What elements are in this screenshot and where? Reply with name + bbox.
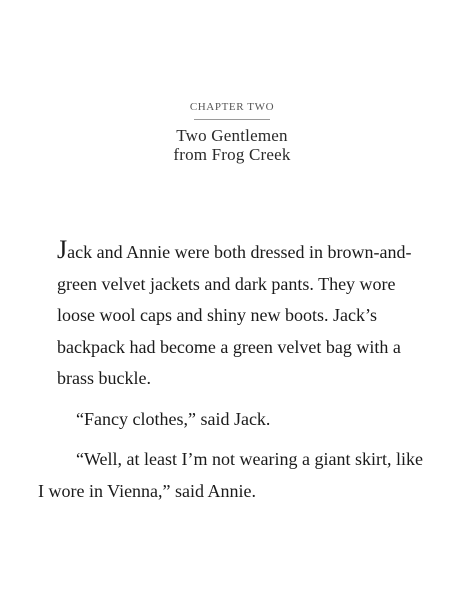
paragraph-1-line-3: loose wool caps and shiny new boots. Jack’s [57, 305, 377, 325]
paragraph-1-line-2: green velvet jackets and dark pants. They wore [57, 273, 396, 294]
chapter-title-line-1: Two Gentlemen [176, 126, 288, 145]
paragraph-1-line-4: backpack had become a green velvet bag with a [57, 336, 401, 357]
chapter-title [0, 126, 464, 164]
paragraph-2 [57, 404, 409, 436]
paragraph-2-line-1: “Fancy clothes,” said Jack. [76, 408, 271, 429]
paragraph-1 [57, 235, 412, 395]
paragraph-1-line-1-text: ack and Annie were both dressed in brown-and- [67, 242, 412, 262]
drop-cap-initial: J [57, 235, 68, 264]
chapter-label: CHAPTER TWO [189, 101, 275, 113]
chapter-body [38, 235, 423, 516]
chapter-header [0, 100, 464, 164]
paragraph-3 [38, 444, 423, 507]
paragraph-1-line-1 [57, 235, 412, 269]
paragraph-1-line-5: brass buckle. [57, 368, 151, 388]
paragraph-3-line-1: “Well, at least I’m not wearing a giant skirt, like [76, 449, 423, 469]
chapter-title-line-2: from Frog Creek [173, 145, 291, 164]
chapter-divider [194, 119, 270, 120]
paragraph-3-line-2: I wore in Vienna,” said Annie. [38, 480, 257, 501]
